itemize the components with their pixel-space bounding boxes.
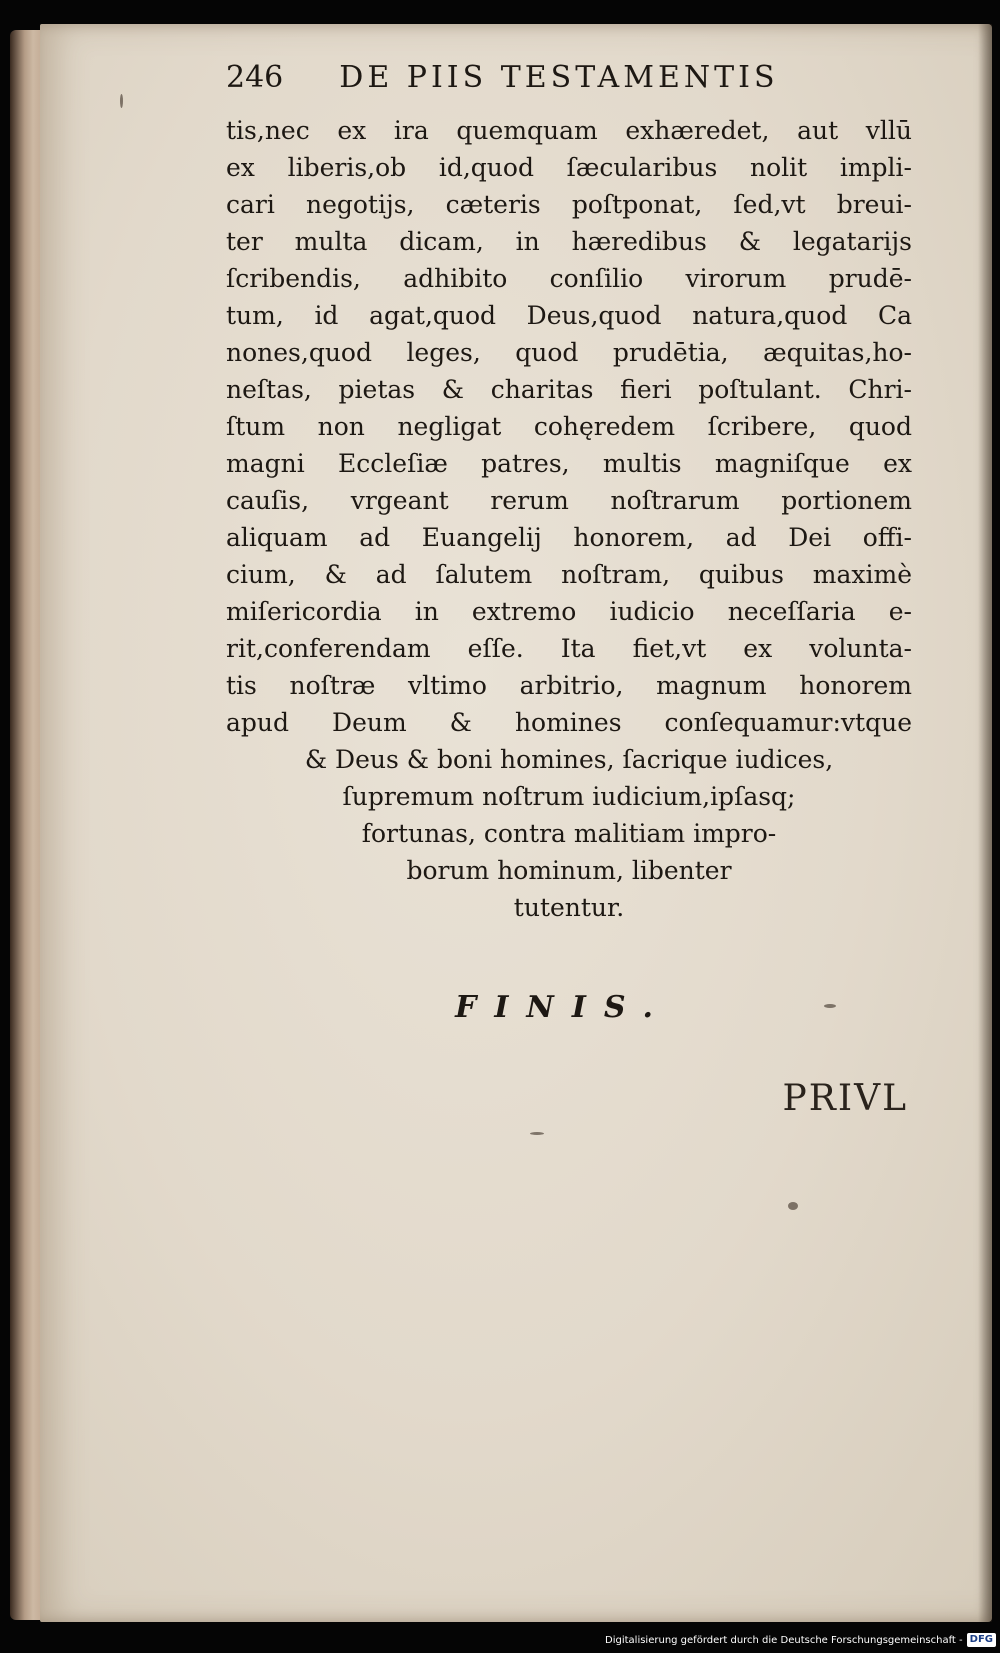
text-line: tis,nec ex ira quemquam exhæredet, aut vllū [226,116,912,145]
paper-speck [530,1132,544,1135]
running-title: DE PIIS TESTAMENTIS [339,60,779,95]
dfg-logo: DFG [967,1633,996,1647]
text-line: tum, id agat,quod Deus,quod natura,quod Ca [226,301,912,330]
text-line: ex liberis,ob id,quod ſæcularibus nolit impli- [226,153,912,182]
text-line: rit,conferendam eſſe. Ita fiet,vt ex volunta- [226,634,912,663]
text-line: ſtum non negligat cohęredem ſcribere, quod [226,412,912,441]
paper-speck [120,94,123,108]
page-text [226,60,912,926]
text-tail-line: tutentur. [513,893,625,922]
text-line: tis noſtræ vltimo arbitrio, magnum honorem [226,671,912,700]
paper-speck [788,1202,798,1210]
text-line: aliquam ad Euangelij honorem, ad Dei offi- [226,523,912,552]
text-line: neſtas, pietas & charitas fieri poſtulant. Chri- [226,375,912,404]
text-line: ter multa dicam, in hæredibus & legatarijs [226,227,912,256]
text-line: nones,quod leges, quod prudētia, æquitas,ho- [226,338,912,367]
running-head [226,60,912,112]
page-number: 246 [226,60,284,95]
finis-mark: FINIS. [455,990,671,1025]
digitization-credit [605,1631,996,1649]
text-line: miſericordia in extremo iudicio neceſſaria e- [226,597,912,626]
text-line: apud Deum & homines conſequamur:vtque [226,708,912,737]
text-tail-line: & Deus & boni homines, ſacrique iudices, [304,745,834,774]
credit-text: Digitalisierung gefördert durch die Deutsche Forschungsgemeinschaft - [605,1634,963,1646]
text-line: magni Eccleſiæ patres, multis magniſque ex [226,449,912,478]
page-gutter-shadow [978,24,992,1622]
text-line: cium, & ad ſalutem noſtram, quibus maximè [226,560,912,589]
text-tail-line: ſupremum noſtrum iudicium,ipſasq; [342,782,796,811]
text-tail-line: borum hominum, libenter [406,856,732,885]
catchword: PRIVL [782,1078,908,1119]
text-line: cari negotijs, cæteris poſtponat, ſed,vt breui- [226,190,912,219]
text-line: cauſis, vrgeant rerum noſtrarum portionem [226,486,912,515]
text-tail-line: fortunas, contra malitiam impro- [361,819,777,848]
text-line: ſcribendis, adhibito conſilio virorum prudē- [226,264,912,293]
